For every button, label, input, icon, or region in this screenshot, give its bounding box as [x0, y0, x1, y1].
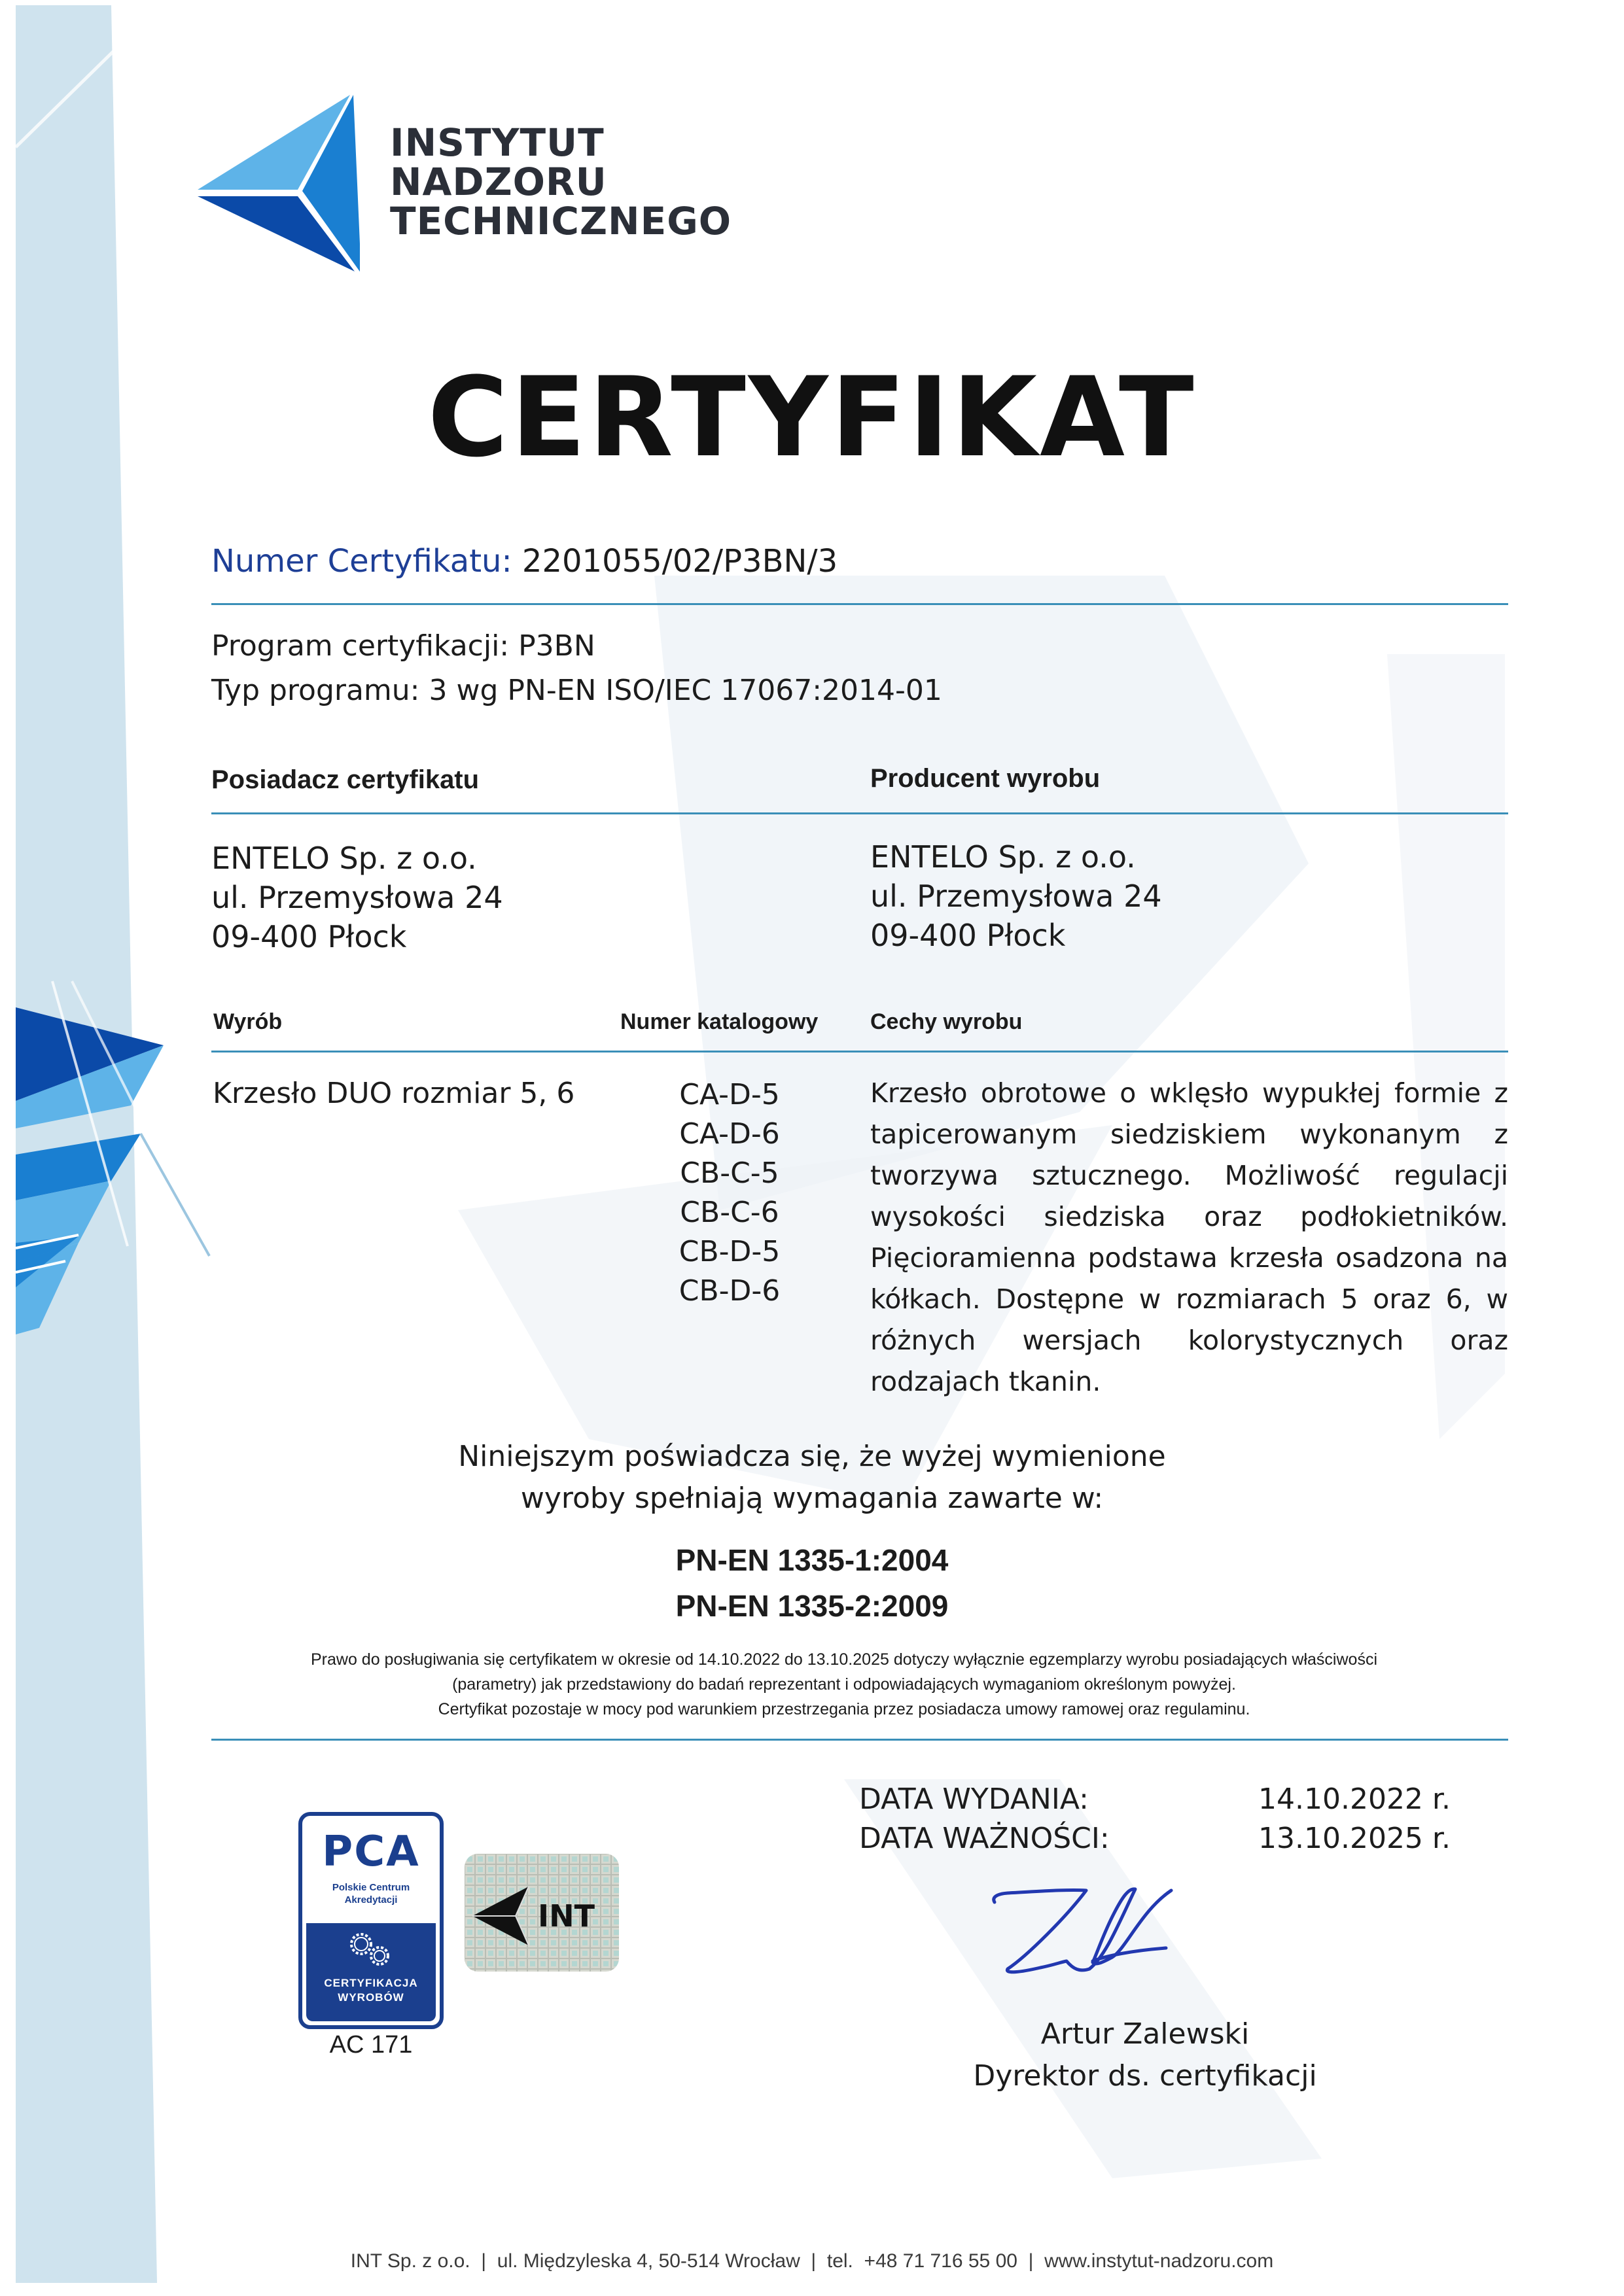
terms-line: Prawo do posługiwania się certyfikatem w okresie od 14.10.2022 do 13.10.2025 dotyczy wyłącznie egzemplarzy wyrobu posiadających właściwości — [310, 1650, 1378, 1669]
program-type: Typ programu: 3 wg PN-EN ISO/IEC 17067:2014-01 — [211, 674, 942, 707]
catalog-number: CB-C-5 — [680, 1157, 779, 1190]
address-line: ENTELO Sp. z o.o. — [211, 841, 477, 876]
address-line: ul. Przemysłowa 24 — [211, 880, 503, 915]
pca-name-line: Polskie Centrum — [332, 1882, 410, 1893]
gears-icon — [342, 1928, 400, 1969]
company-footer: INT Sp. z o.o. | ul. Międzyleska 4, 50-514 Wrocław | tel. +48 71 716 55 00 | www.instytut-nadzoru.com — [350, 2250, 1274, 2272]
catalog-number: CB-D-6 — [679, 1274, 781, 1308]
issue-date-label: DATA WYDANIA: — [859, 1783, 1089, 1816]
certificate-number — [211, 543, 838, 580]
expiry-date-label: DATA WAŻNOŚCI: — [859, 1822, 1110, 1855]
logo-line: NADZORU — [390, 160, 607, 204]
catalog-number: CB-D-5 — [679, 1235, 781, 1268]
statement-line: Niniejszym poświadcza się, że wyżej wymienione — [458, 1440, 1166, 1473]
signature-image — [981, 1884, 1178, 1982]
terms-line: (parametry) jak przedstawiony do badań reprezentant i odpowiadających wymaganiom określonym powyżej. — [452, 1675, 1236, 1694]
standard: PN-EN 1335-1:2004 — [675, 1543, 949, 1577]
address-line: 09-400 Płock — [211, 919, 407, 954]
table-header-catalog: Numer katalogowy — [620, 1009, 819, 1034]
standards-list — [0, 1537, 1624, 1629]
catalog-numbers — [674, 1075, 785, 1311]
product-name: Krzesło DUO rozmiar 5, 6 — [213, 1077, 575, 1110]
hologram-text: INT — [538, 1898, 595, 1934]
expiry-date-value: 13.10.2025 r. — [1258, 1822, 1451, 1855]
divider — [211, 1051, 1508, 1052]
signer-role: Dyrektor ds. certyfikacji — [973, 2059, 1317, 2093]
logo-wordmark — [390, 120, 732, 243]
pca-scope-line: CERTYFIKACJA — [324, 1977, 418, 1989]
table-header-product: Wyrób — [213, 1009, 283, 1034]
document-title: CERTYFIKAT — [427, 353, 1197, 481]
accreditation-code: AC 171 — [329, 2031, 413, 2059]
catalog-number: CB-C-6 — [680, 1196, 779, 1229]
address-line: 09-400 Płock — [870, 918, 1066, 953]
producer-address — [870, 837, 1162, 955]
producer-heading: Producent wyrobu — [870, 764, 1101, 793]
address-line: ul. Przemysłowa 24 — [870, 878, 1162, 914]
validity-terms — [196, 1647, 1492, 1722]
holder-address — [211, 839, 503, 956]
certification-program: Program certyfikacji: P3BN — [211, 629, 595, 663]
statement-line: wyroby spełniają wymagania zawarte w: — [520, 1482, 1104, 1515]
int-logo-icon — [190, 92, 360, 275]
pca-scope-line: WYROBÓW — [338, 1991, 404, 2004]
divider — [211, 1739, 1508, 1741]
signer-name: Artur Zalewski — [1040, 2017, 1250, 2051]
issue-date-value: 14.10.2022 r. — [1258, 1783, 1451, 1816]
security-hologram — [465, 1854, 619, 1972]
catalog-number: CA-D-5 — [679, 1078, 780, 1111]
pca-name-line: Akredytacji — [344, 1894, 398, 1905]
pca-accreditation-badge — [298, 1812, 444, 2029]
certificate-number-value: 2201055/02/P3BN/3 — [521, 543, 838, 580]
divider — [211, 603, 1508, 605]
holder-heading: Posiadacz certyfikatu — [211, 765, 480, 794]
standard: PN-EN 1335-2:2009 — [675, 1589, 949, 1623]
certificate-number-label: Numer Certyfikatu: — [211, 543, 512, 580]
product-features: Krzesło obrotowe o wklęsło wypukłej formie z tapicerowanym siedziskiem wykonanym z tworzywa sztucznego. Możliwość regulacji wysokości siedziska oraz podłokietników. Pięcioramienna podstawa krzesła osadzona na kółkach. Dostępne w rozmiarach 5 oraz 6, w różnych wersjach kolorystycznych oraz rodzajach tkanin. — [870, 1077, 1508, 1397]
logo-line: TECHNICZNEGO — [390, 199, 732, 243]
table-header-features: Cechy wyrobu — [870, 1009, 1023, 1034]
pca-name — [302, 1881, 440, 1906]
pca-letters: PCA — [322, 1828, 420, 1876]
conformity-statement — [0, 1436, 1624, 1520]
address-line: ENTELO Sp. z o.o. — [870, 839, 1136, 875]
logo-line: INSTYTUT — [390, 120, 605, 165]
catalog-number: CA-D-6 — [679, 1117, 780, 1151]
signatory — [916, 2013, 1374, 2097]
divider — [211, 812, 1508, 814]
terms-line: Certyfikat pozostaje w mocy pod warunkiem przestrzegania przez posiadacza umowy ramowej oraz regulaminu. — [438, 1700, 1250, 1718]
pca-scope — [306, 1976, 436, 2005]
